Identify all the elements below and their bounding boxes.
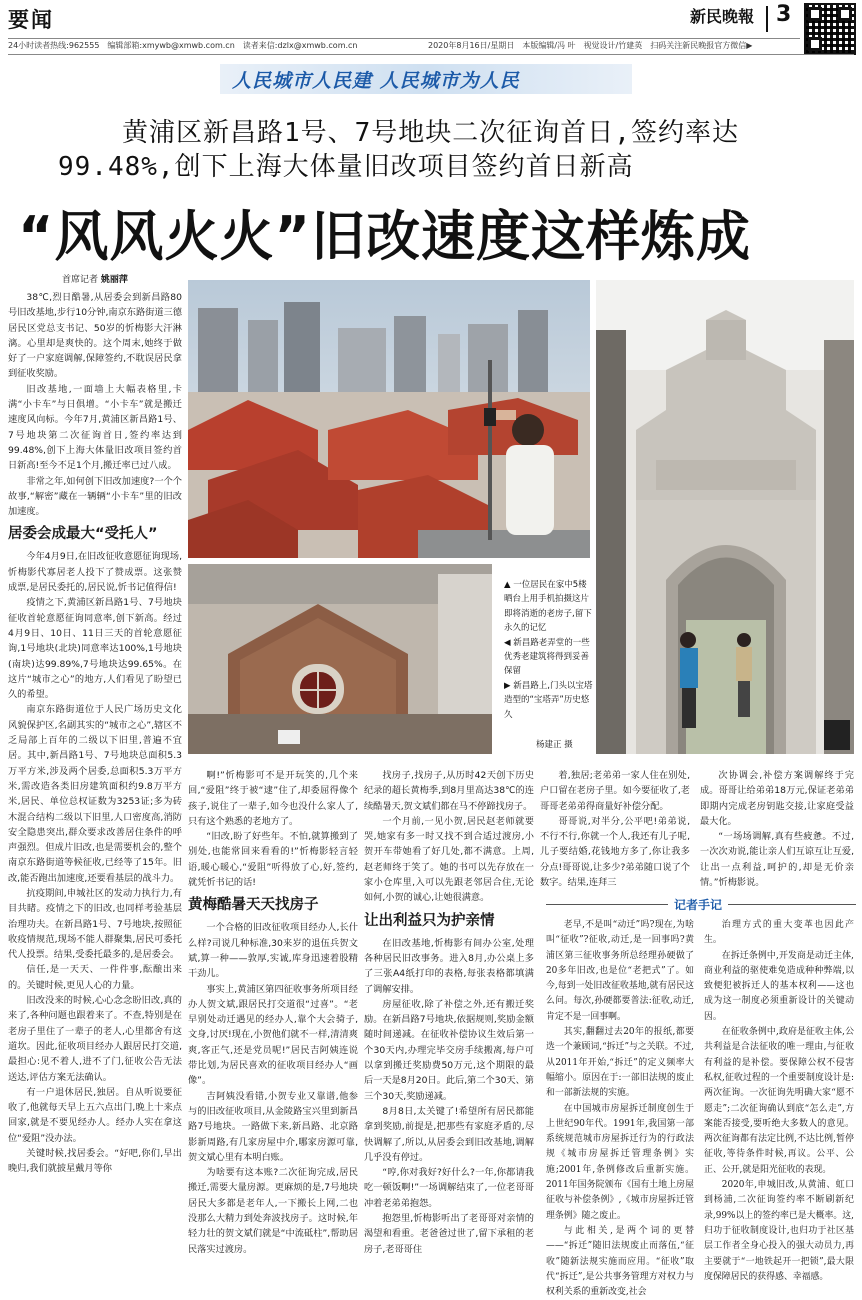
qr-corner <box>838 7 852 21</box>
header-divider <box>766 6 768 32</box>
paragraph: 8月8日,太关键了!希望所有居民都能拿到奖励,前提是,把那些有家庭矛盾的,尽快调解了,所以,从居委会到旧改基地,调解几乎没有停过。 <box>364 1105 534 1163</box>
paragraph: 为啥要有这本账?二次征询完成,居民搬迁,需要大量房源。更麻烦的是,7号地块居民大多都是老年人,一下搬长上网,二也没那么大精力到处奔波找房子。这时候,年轻力壮的贺文斌们就是“中流砥柱”,帮助居民落实过渡房。 <box>188 1167 358 1255</box>
article-column-1 <box>8 290 182 1276</box>
rooftops-image <box>188 280 590 558</box>
paragraph: 抱怨里,忻梅影听出了老哥哥对亲情的渴望和看重。老爸爸过世了,留下承租的老房子,老哥哥住 <box>364 1213 534 1255</box>
photo-credit: 杨建正 摄 <box>536 740 573 750</box>
paragraph: 治理方式的重大变革也因此产生。 <box>704 920 854 946</box>
caption-old-building: ◀ 新昌路老弄堂的一些优秀老建筑将得到妥善保留 <box>504 637 590 677</box>
caption-rooftops: ▲ 一位居民在家中5楼晒台上用手机拍摄这片即将消逝的老房子,留下永久的记忆 <box>504 580 592 634</box>
paragraph: 吉阿姨没看错,小贺专业又靠谱,他参与的旧改征收项目,从金陵路宝兴里到新昌路7号地块。一路做下来,新昌路、北京路影新周路,有几家房屋中介,哪家房源可靠,贺文斌心里有本明白账。 <box>188 1090 358 1163</box>
paragraph: 次协调会,补偿方案调解终于完成。哥哥让给弟弟18万元,保证老弟弟即期内完成老房钥匙交接,让家庭受益最大化。 <box>700 770 854 827</box>
old-building-image <box>188 564 492 754</box>
paragraph: “一场场调解,真有些疲惫。不过,一次次劝说,能让亲人们互谅互让互爱,让出一点利益,呵护的,却是无价亲情。”忻梅影说。 <box>700 831 854 889</box>
qr-corner <box>808 37 822 51</box>
paragraph: 其实,翻翻过去20年的报纸,都要选一个兼顾词,“拆迁”与之关联。不过,从2011年开始,“拆迁”的定义频率大幅缩小。原因在于:一部旧法规的废止和一部新法规的实施。 <box>546 1027 694 1099</box>
note-column-left <box>546 918 694 1298</box>
byline-role: 首席记者 <box>62 275 99 285</box>
paragraph: “旧改,盼了好些年。不怕,就算搬到了别处,也能常回来看看的!”忻梅影轻言轻语,暖心暖心,“爱阻”听得放了心,好,签约,就凭忻书记的话! <box>188 831 358 889</box>
article-column-3 <box>364 768 534 1276</box>
paragraph: 2020年,申城旧改,从黄浦、虹口到杨浦,二次征询签约率不断刷新纪录,99%以上的签约率已是大概率。这,归功于征收制度设计,也归功于社区基层工作者全身心投入的强大动员力,再主要就于“一地铁起开一把锁”,最大限度保障居民的获得感、幸福感。 <box>704 1180 854 1282</box>
paragraph: 房屋征收,除了补偿之外,还有搬迁奖励。在新昌路7号地块,依据规则,奖励金额随时间递减。在征收补偿协议生效后第一个30天内,办理完毕交房手续搬离,每户可以拿到搬迁奖励费50万元,这个期限的最后一天是8月20日。此后,第二个30天、第三个30天,奖励递减。 <box>364 998 534 1102</box>
paragraph: 在拆迁条例中,开发商是动迁主体,商业利益的驱使难免造成种种弊端,以致便犯被拆迁人的基本权利——这也成为这一制度必须重新设计的关键动因。 <box>704 950 854 1022</box>
note-column-right <box>704 918 854 1282</box>
slogan-text: 人民城市人民建 人民城市为人民 <box>232 70 520 92</box>
photo-captions <box>504 578 594 722</box>
paragraph: 在旧改基地,忻梅影有间办公室,处理各种居民旧改事务。进入8月,办公桌上多了三张A4纸打印的表格,每张表格都填满了调解安排。 <box>364 937 534 995</box>
photo-rooftops <box>188 280 590 558</box>
header-rule-bottom <box>8 54 854 55</box>
section-title: 要闻 <box>8 8 54 32</box>
paragraph: 与此相关,是两个词的更替——“拆迁”随旧法规废止而落伍,“征收”随新法规实施而应用。“征收”取代“拆迁”,是公共事务管理方对权力与权利关系的重新改变,社会 <box>546 1225 694 1298</box>
newspaper-logo: 新民晚報 <box>690 7 755 26</box>
byline-name: 姚丽萍 <box>100 275 128 285</box>
paragraph: 一个月前,一见小贺,居民赵老师就要哭,她家有多一时又找不到合适过渡房,小贺开车带她看了好几处,都不满意。上周,赵老师终于笑了。她的书可以先存放在一家小仓库里,入可以先跟老邻居合住,无论如何,小贺的诚心,让她很满意。 <box>364 815 534 904</box>
contact-info: 24小时读者热线:962555 编辑部箱:xmywb@xmwb.com.cn 读者来信:dzlx@xmwb.com.cn <box>8 41 358 50</box>
page-number: 3 <box>776 2 792 27</box>
paragraph: 关键时候,找居委会。“好吧,你们,早出晚归,我们就披星戴月等你 <box>8 1148 182 1175</box>
paragraph: 在征收条例中,政府是征收主体,公共利益是合法征收的唯一理由,与征收有利益的是补偿。要保障公权不侵害私权,征收过程的一个重要制度设计是:两次征询。一次征询先明确大家“愿不愿走”;二次征询确认到底“怎么走”,方案能否接受,要听绝大多数人的意见。两次征询都有法定比例,不达比例,暂停征收,等待条件时候,再议。公平、公正、公开,就是阳光征收的表现。 <box>704 1027 854 1175</box>
paragraph: 今年4月9日,在旧改征收意愿征询现场,忻梅影代寡居老人投下了赞成票。这张赞成票,是居民委托的,居民说,忻书记值得信! <box>8 551 182 594</box>
qr-code-icon[interactable] <box>804 3 856 55</box>
note-title: 记者手记 <box>668 896 728 913</box>
paragraph: 一个合格的旧改征收项目经办人,长什么样?司说几种标准,30来岁的退伍兵贺文斌,算一种——敦厚,实诚,库身迅速着股精干劲儿。 <box>188 922 358 980</box>
paragraph: 38℃,烈日酷暑,从居委会到新昌路80号旧改基地,步行10分钟,南京东路街道三德居民区党总支书记、50岁的忻梅影大汗淋漓。心里却是爽快的。这个周末,她终于做好了一户家庭调解,保障签约,不耽误居民拿到征收奖励。 <box>8 292 182 380</box>
main-headline: “风风火火”旧改速度这样炼成 <box>18 205 751 268</box>
qr-corner <box>808 7 822 21</box>
header-rule <box>8 38 800 39</box>
section-heading: 黄梅酷暑天天找房子 <box>188 897 319 914</box>
paragraph: 旧改没来的时候,心心念念盼旧改,真的来了,各种问题也跟着来了。不查,特别是在老房子里住了一辈子的老人,心里都舍有这道坎。因此,征收项目经办人跟居民打交道,最担心:见不着人,进不了门,征收公告无法送达,评估方案无法确认。 <box>8 995 182 1083</box>
issue-info: 2020年8月16日/星期日 本版编辑/冯 叶 视觉设计/竹建英 扫码关注新民晚报官方微信▶ <box>428 41 753 50</box>
paragraph: 疫情之下,黄浦区新昌路1号、7号地块征收首轮意愿征询同意率,创下新高。经过4月9日、10日、11日三天的首轮意愿征询,1号地块(北块)同意率达100%,1号地块(南块)达99.89%,7号地块达99.65%。在这片“城市之心”的地方,人们看见了盼望已久的希望。 <box>8 597 182 701</box>
photo-lane-gate <box>596 280 854 754</box>
article-column-5 <box>700 768 854 889</box>
paragraph: 在中国城市房屋拆迁制度创生于上世纪90年代。1991年,我国第一部系统规范城市房屋拆迁行为的行政法规《城市房屋拆迁管理条例》实施;2001年,条例修改后重新实施。2011年国务院颁布《国有土地上房屋征收与补偿条例》,《城市房屋拆迁管理条例》随之废止。 <box>546 1103 694 1221</box>
paragraph: 有一户退休居民,独居。自从听说要征收了,他就每天早上五六点出门,晚上十来点回家,就是不要见经办人。经办人实在拿这位“爱阻”没办法。 <box>8 1086 182 1144</box>
paragraph: 抗疫期间,申城社区的发动力执行力,有目共睹。疫情之下的旧改,也同样考验基层治理功夫。在新昌路1号、7号地块,按照征收疫情规范,现场不能人群聚集,居民可委托代人投票。结果,受委托最多的,是居委会。 <box>8 887 182 961</box>
paragraph: 老早,不是叫“动迁”吗?现在,为啥叫“征收”?征收,动迁,是一回事吗?黄浦区第三征收事务所总经理孙硬做了20多年旧改,也是位“老把式”了。如今,每到一处旧改征收基地,就有居民这么问。每次,孙硬都要普法:征收,动迁,肯定不是一回事啊。 <box>546 920 694 1022</box>
paragraph: 非常之年,如何创下旧改加速度?一个个故事,“解密”藏在一辆辆“小卡车”里的旧改加速度。 <box>8 475 182 518</box>
subheadline-line-1: 黄浦区新昌路1号、7号地块二次征询首日,签约率达 <box>122 118 739 148</box>
paragraph: 哥哥说,对半分,公平吧!弟弟说,不行不行,你就一个人,我还有儿子呢,儿子要结婚,花钱地方多了,你让我多分点!哥哥说,让多少?弟弟随口说了个数字。结果,连拜三 <box>540 815 690 889</box>
byline <box>62 272 128 285</box>
paragraph: 着,独居;老弟弟一家人住在别处,户口留在老房子里。如今要征收了,老哥哥老弟弟得商量好补偿分配。 <box>540 770 690 812</box>
article-column-2 <box>188 768 358 1276</box>
paragraph: 啊!”忻梅影可不是开玩笑的,几个来回,“爱阻”终于被“逮”住了,却委屈得像个孩子,说住了一辈子,如今也没什么家人了,只有这个熟悉的老地方了。 <box>188 770 358 827</box>
paragraph: 信任,是一天天、一件件事,酝酿出来的。关键时候,更见人心的力量。 <box>8 964 182 991</box>
paragraph: 南京东路街道位于人民广场历史文化风貌保护区,名副其实的“城市之心”,辖区不乏局部上百年的二级以下旧里,普遍不宜居。其中,新昌路1号、7号地块总面积5.3万平方米,涉及两个居委,总面积5.3万平方米,需改造各类旧房建筑面积约9.8万平方米,居民、单位总权证数为3253证;多为砖木混合结构二级以下旧里,人口密度高,消防安全隐患突出,群众要求改善居住条件的呼声强烈。但成片旧改,也是需要机会的,整个南京东路街道等候征收,已经等了15年。旧改,能否跑出加速度,还要看基层的战斗力。 <box>8 704 182 884</box>
caption-lane-gate: ▶ 新昌路上,门头以宝塔造型的“宝塔弄”历史悠久 <box>504 680 593 720</box>
article-column-4 <box>540 768 690 889</box>
paragraph: 旧改基地,一面墙上大幅表格里,卡满“小卡车”与日俱增。“小卡车”就是搬迁速度风向标。今年7月,黄浦区新昌路1号、7号地块第二次征询首日,签约率达到99.48%,创下上海大体量旧改项目签约首日新高!至今不足1个月,搬迁率已过八成。 <box>8 383 182 472</box>
subheadline-line-2: 99.48%,创下上海大体量旧改项目签约首日新高 <box>58 152 634 182</box>
paragraph: “哼,你对我好?好什么?一年,你都请我吃一顿饭啊!”一场调解结束了,一位老哥哥冲着老弟弟抱怨。 <box>364 1167 534 1209</box>
lane-gate-image <box>596 280 854 754</box>
paragraph: 找房子,找房子,从历时42天创下历史纪录的超长黄梅季,到8月里高达38℃的连续酷暑天,贺文斌们都在马不停蹄找房子。 <box>364 770 534 812</box>
photo-old-building <box>188 564 492 754</box>
section-heading: 让出利益只为护亲情 <box>364 912 495 929</box>
section-heading: 居委会成最大“受托人” <box>8 526 158 543</box>
paragraph: 事实上,黄浦区第四征收事务所项目经办人贺文斌,跟居民打交道很“过喜”。“老早别处动迁遇见的经办人,靠个大会骑子,文身,讨厌!现在,小贺他们就不一样,清清爽爽,客正气,还是党员呢!”居民吉阿姨连说带比划,为居民喜欢的征收项目经办人“画像”。 <box>188 983 358 1087</box>
